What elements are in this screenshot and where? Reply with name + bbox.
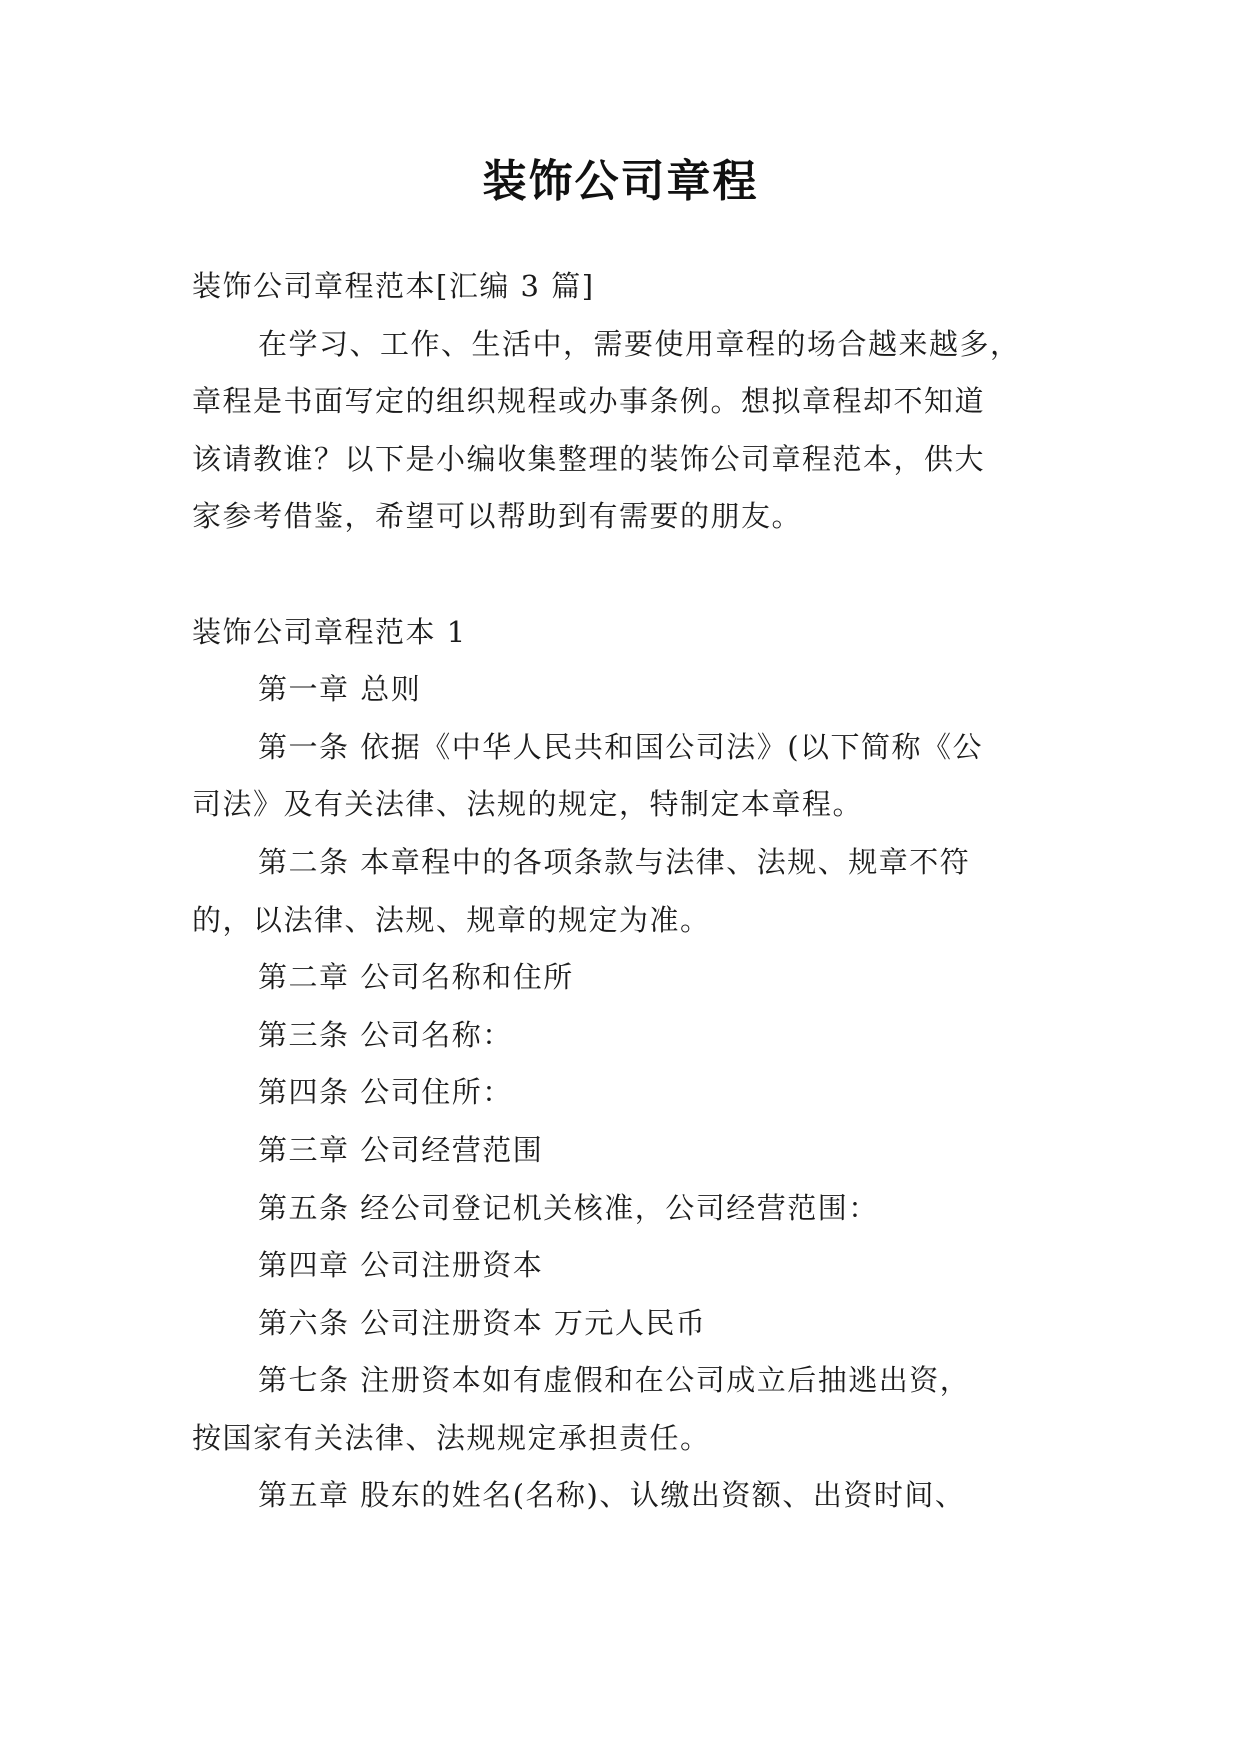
chapter-heading-4: 第四章 公司注册资本 bbox=[258, 1248, 544, 1283]
document-body bbox=[192, 258, 1060, 1525]
article-4: 第四条 公司住所： bbox=[258, 1075, 513, 1110]
chapter-heading-5: 第五章 股东的姓名(名称)、认缴出资额、出资时间、 bbox=[258, 1478, 966, 1513]
chapter-heading-2: 第二章 公司名称和住所 bbox=[258, 960, 574, 995]
section-heading: 装饰公司章程范本 1 bbox=[192, 614, 467, 649]
article-2-line-1: 第二条 本章程中的各项条款与法律、法规、规章不符 bbox=[258, 844, 971, 879]
article-1-line-1: 第一条 依据《中华人民共和国公司法》(以下简称《公 bbox=[258, 729, 984, 764]
article-5: 第五条 经公司登记机关核准，公司经营范围： bbox=[258, 1190, 879, 1225]
document-title: 装饰公司章程 bbox=[482, 156, 759, 207]
article-1-line-2: 司法》及有关法律、法规的规定，特制定本章程。 bbox=[192, 787, 864, 822]
intro-line-4: 家参考借鉴，希望可以帮助到有需要的朋友。 bbox=[192, 499, 803, 534]
chapter-heading-3: 第三章 公司经营范围 bbox=[258, 1132, 544, 1167]
intro-line-1: 在学习、工作、生活中，需要使用章程的场合越来越多， bbox=[258, 326, 1021, 361]
document-subtitle: 装饰公司章程范本[汇编 3 篇] bbox=[192, 269, 595, 303]
article-3: 第三条 公司名称： bbox=[258, 1017, 513, 1052]
chapter-heading-1: 第一章 总则 bbox=[258, 672, 422, 707]
article-2-line-2: 的，以法律、法规、规章的规定为准。 bbox=[192, 902, 711, 937]
article-7-line-2: 按国家有关法律、法规规定承担责任。 bbox=[192, 1420, 711, 1455]
intro-line-2: 章程是书面写定的组织规程或办事条例。想拟章程却不知道 bbox=[192, 384, 986, 419]
article-7-line-1: 第七条 注册资本如有虚假和在公司成立后抽逃出资， bbox=[258, 1363, 971, 1398]
paragraph-gap bbox=[192, 546, 1060, 604]
intro-line-3: 该请教谁？以下是小编收集整理的装饰公司章程范本，供大 bbox=[192, 441, 986, 476]
article-6: 第六条 公司注册资本 万元人民币 bbox=[258, 1305, 707, 1340]
